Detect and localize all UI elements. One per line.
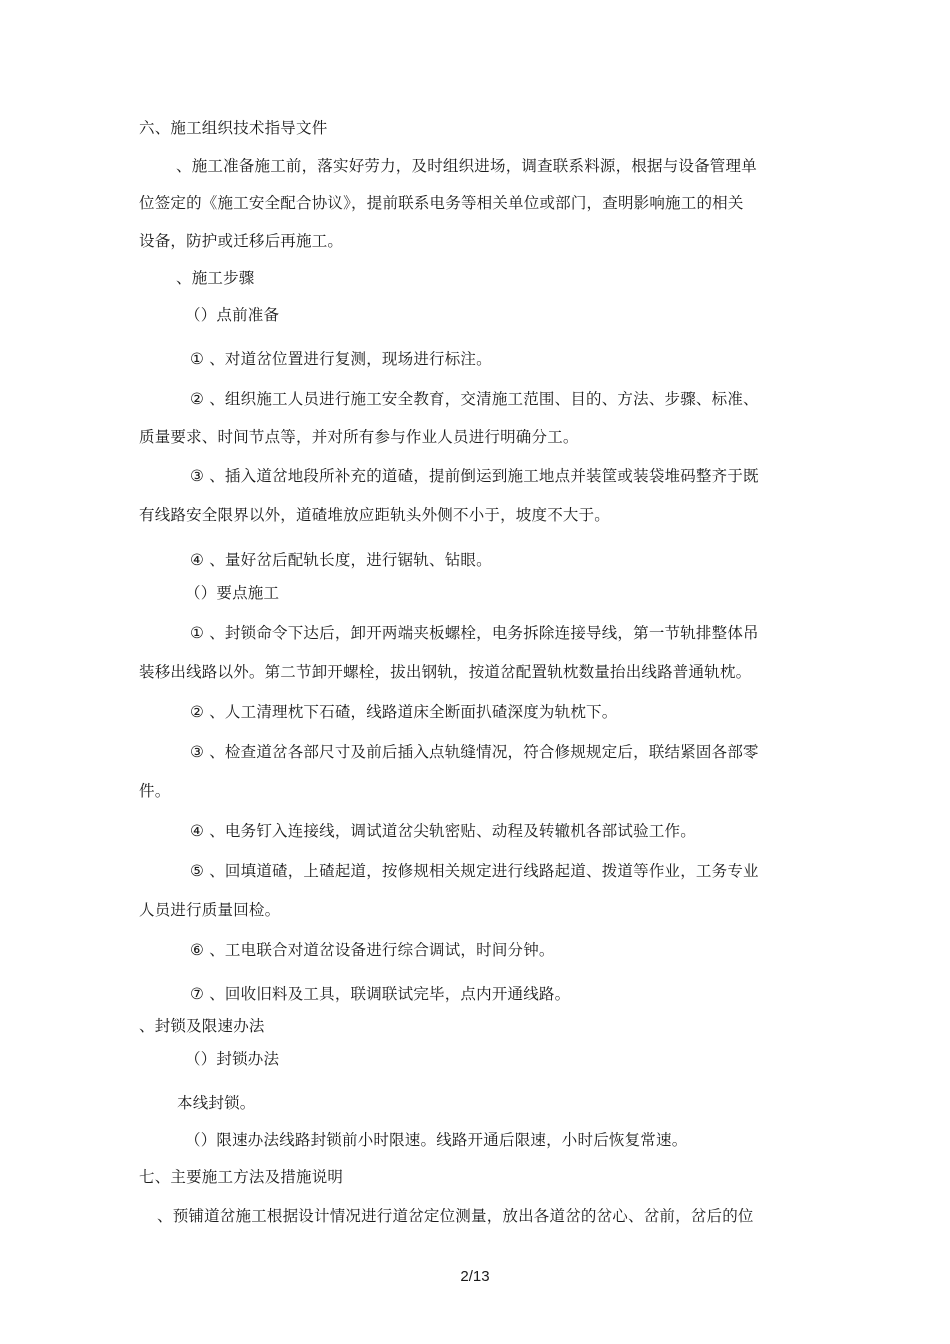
list-item: ⑥ 、工电联合对道岔设备进行综合调试，时间分钟。 bbox=[190, 941, 555, 959]
paragraph-line: 位签定的《施工安全配合协议》，提前联系电务等相关单位或部门，查明影响施工的相关 bbox=[139, 194, 744, 212]
subsection-heading: 、施工步骤 bbox=[176, 269, 255, 287]
section-heading: 六、施工组织技术指导文件 bbox=[139, 119, 328, 137]
list-item: ③ 、检查道岔各部尺寸及前后插入点轨缝情况，符合修规规定后，联结紧固各部零 bbox=[190, 743, 759, 761]
subsection-heading: （）封锁办法 bbox=[185, 1050, 280, 1068]
subsection-heading: 、封锁及限速办法 bbox=[139, 1017, 265, 1035]
subsection-heading: （）点前准备 bbox=[185, 306, 280, 324]
paragraph-line: 件。 bbox=[139, 782, 171, 800]
paragraph-line: 有线路安全限界以外，道碴堆放应距轨头外侧不小于，坡度不大于。 bbox=[139, 506, 611, 524]
list-item: ④ 、电务钉入连接线，调试道岔尖轨密贴、动程及转辙机各部试验工作。 bbox=[190, 822, 696, 840]
list-item: ① 、对道岔位置进行复测，现场进行标注。 bbox=[190, 350, 492, 368]
paragraph-line: 设备，防护或迁移后再施工。 bbox=[139, 232, 344, 250]
paragraph-line: 质量要求、时间节点等，并对所有参与作业人员进行明确分工。 bbox=[139, 428, 579, 446]
page-number: 2/13 bbox=[460, 1268, 490, 1285]
list-item: ② 、组织施工人员进行施工安全教育，交清施工范围、目的、方法、步骤、标准、 bbox=[190, 390, 759, 408]
subsection-heading: （）要点施工 bbox=[185, 584, 280, 602]
list-item: ⑦ 、回收旧料及工具，联调联试完毕，点内开通线路。 bbox=[190, 985, 571, 1003]
list-item: ⑤ 、回填道碴，上碴起道，按修规相关规定进行线路起道、拨道等作业，工务专业 bbox=[190, 862, 759, 880]
paragraph-line: 本线封锁。 bbox=[177, 1094, 256, 1112]
list-item: ③ 、插入道岔地段所补充的道碴，提前倒运到施工地点并装筐或装袋堆码整齐于既 bbox=[190, 467, 759, 485]
list-item: ② 、人工清理枕下石碴，线路道床全断面扒碴深度为轨枕下。 bbox=[190, 703, 618, 721]
section-heading: 七、主要施工方法及措施说明 bbox=[139, 1168, 344, 1186]
paragraph-line: （）限速办法线路封锁前小时限速。线路开通后限速，小时后恢复常速。 bbox=[185, 1131, 688, 1149]
list-item: ④ 、量好岔后配轨长度，进行锯轨、钻眼。 bbox=[190, 551, 492, 569]
paragraph-line: 装移出线路以外。第二节卸开螺栓，拔出钢轨，按道岔配置轨枕数量抬出线路普通轨枕。 bbox=[139, 663, 752, 681]
paragraph-line: 、施工准备施工前，落实好劳力，及时组织进场，调查联系料源，根据与设备管理单 bbox=[176, 157, 757, 175]
paragraph-line: 、预铺道岔施工根据设计情况进行道岔定位测量，放出各道岔的岔心、岔前，岔后的位 bbox=[157, 1207, 754, 1225]
paragraph-line: 人员进行质量回检。 bbox=[139, 901, 281, 919]
list-item: ① 、封锁命令下达后，卸开两端夹板螺栓，电务拆除连接导线，第一节轨排整体吊 bbox=[190, 624, 759, 642]
